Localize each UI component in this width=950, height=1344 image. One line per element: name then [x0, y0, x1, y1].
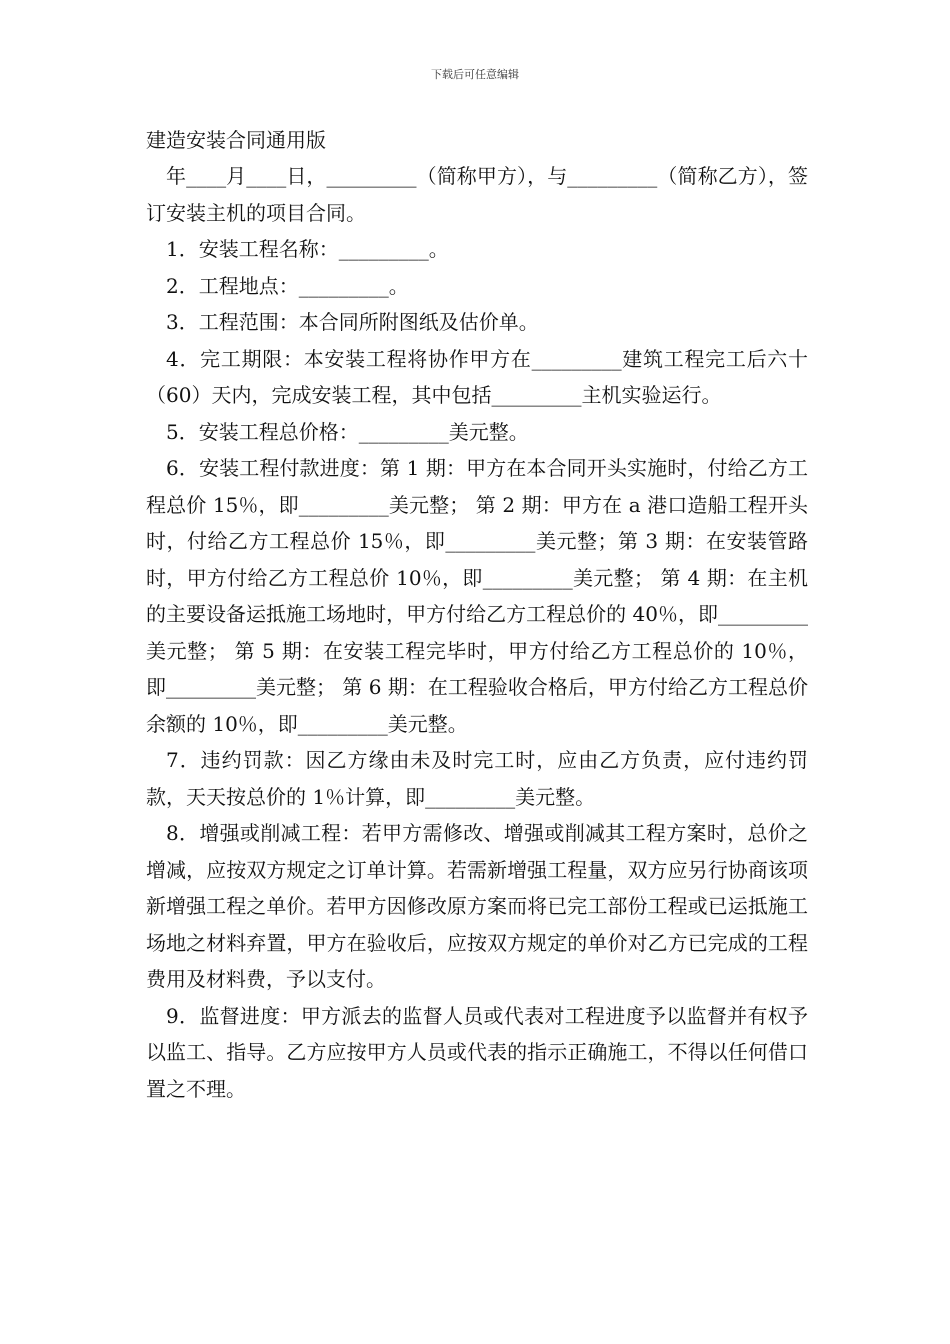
- clause-1-project-name: 1．安装工程名称：_________。: [166, 237, 449, 261]
- document-title: 建造安装合同通用版: [146, 128, 326, 152]
- clause-5-total-price: 5．安装工程总价格：_________美元整。: [166, 419, 529, 444]
- clause-8-change-of-work: 8．增强或削减工程：若甲方需修改、增强或削减其工程方案时，总价之增减，应按双方规定之订单计算。若需新增强工程量，双方应另行协商该项新增强工程之单价。若甲方因修改原方案而将已完工部份工程或已运抵施工场地之材料弃置，甲方在验收后，应按双方规定的单价对乙方已完成的工程费用及材料费，予以支付。: [146, 821, 808, 991]
- clause-3-scope: 3．工程范围：本合同所附图纸及估价单。: [166, 310, 539, 334]
- document-body: [146, 122, 808, 1107]
- contract-intro-paragraph: 年____月____日，_________（简称甲方），与_________（简称乙方），签订安装主机的项目合同。: [146, 164, 808, 225]
- clause-7-penalty: 7．违约罚款：因乙方缘由未及时完工时，应由乙方负责，应付违约罚款，天天按总价的 1％计算，即_________美元整。: [146, 748, 808, 809]
- clause-6-payment-schedule: 6．安装工程付款进度：第 1 期：甲方在本合同开头实施时，付给乙方工程总价 15％，即_________美元整； 第 2 期：甲方在 a 港口造船工程开头时，付给乙方工程总价 15％，即_________美元整；第 3 期：在安装管路时，甲方付给乙方工程总价 10％，即_________美元整； 第 4 期：在主机的主要设备运抵施工场地时，甲方付给乙方工程总价的 40％，即_________美元整； 第 5 期：在安装工程完毕时，甲方付给乙方工程总价的 10％，即_________美元整； 第 6 期：在工程验收合格后，甲方付给乙方工程总价余额的 10％，即_________美元整。: [146, 456, 808, 736]
- clause-2-location: 2．工程地点：_________。: [166, 273, 409, 298]
- page-header-note: 下载后可任意编辑: [431, 68, 519, 81]
- clause-9-supervision: 9．监督进度：甲方派去的监督人员或代表对工程进度予以监督并有权予以监工、指导。乙方应按甲方人员或代表的指示正确施工，不得以任何借口置之不理。: [146, 1003, 808, 1101]
- clause-4-completion-period: 4．完工期限：本安装工程将协作甲方在_________建筑工程完工后六十（60）天内，完成安装工程，其中包括_________主机实验运行。: [146, 346, 808, 407]
